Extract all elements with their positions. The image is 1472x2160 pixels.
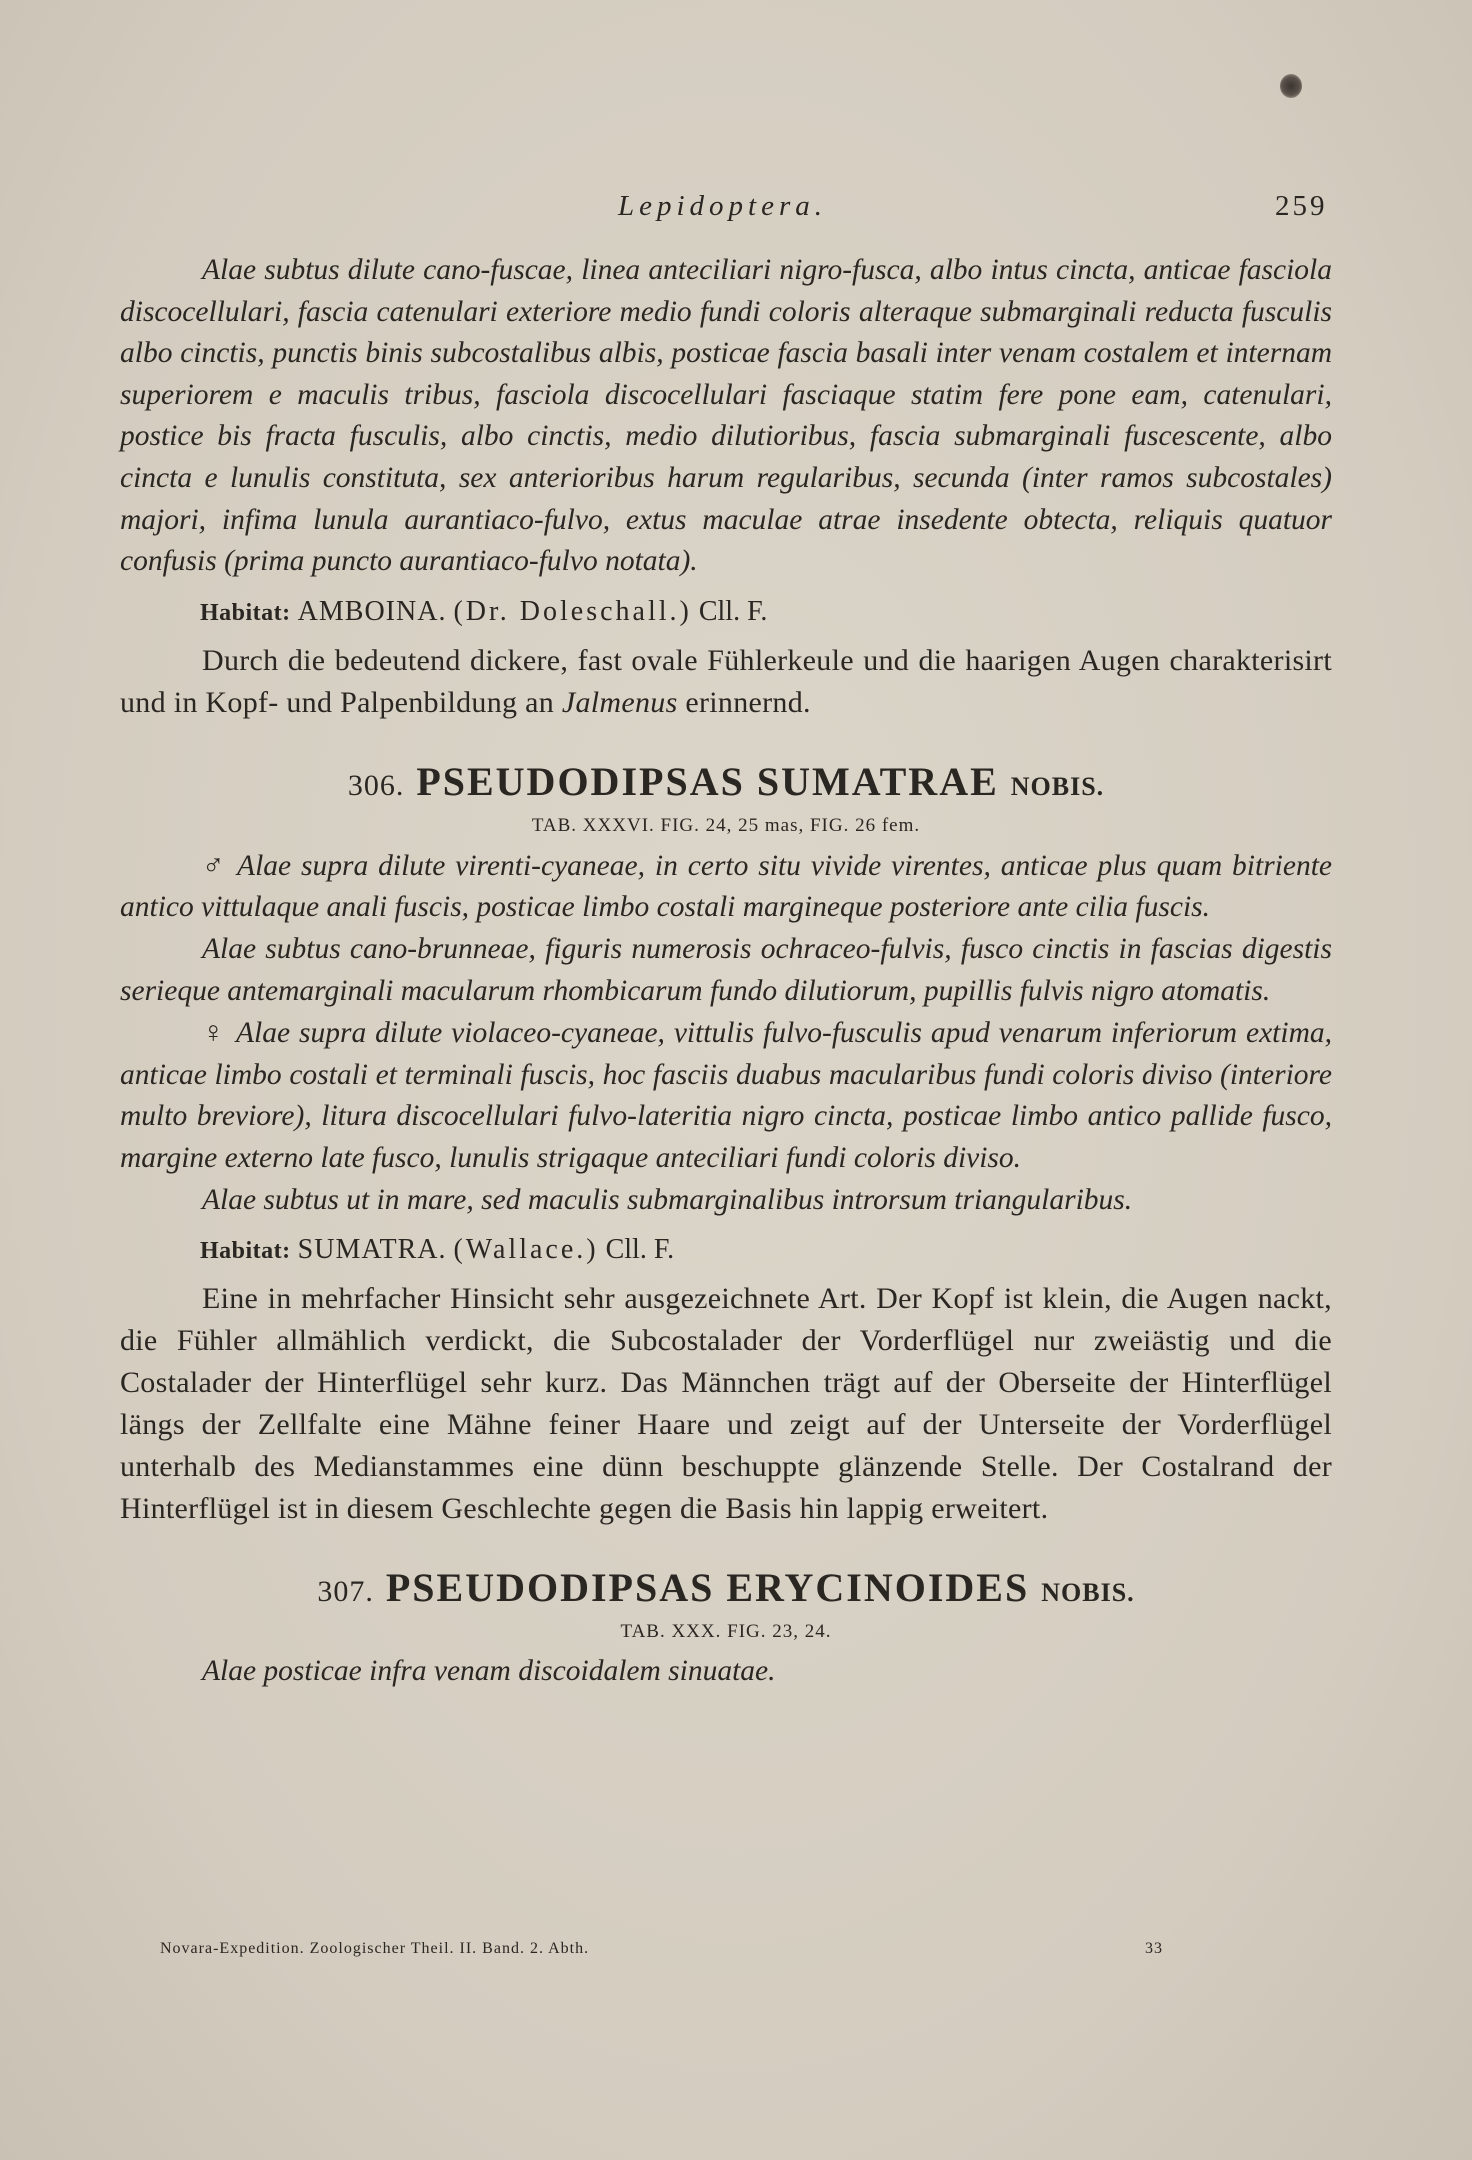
female-upperside-306: ♀ Alae supra dilute violaceo-cyaneae, vittulis fulvo-fusculis apud venarum inferiorum extima, anticae limbo costali et terminali fuscis, hoc fasciis duabus macularibus fundi coloris diviso (interiore multo breviore), litura discocellulari fulvo-lateritia nigro cincta, posticae limbo antico pallide fusco, margine externo late fusco, lunulis strigaque anteciliari fundi coloris diviso. [120, 1016, 1332, 1174]
female-symbol-icon: ♀ [202, 1016, 227, 1050]
genus-jalmenus: Jalmenus [561, 685, 678, 719]
habitat-label: Habitat: [200, 1238, 291, 1265]
remark-305: Durch die bedeutend dickere, fast ovale Fühlerkeule und die haarigen Augen charakterisirt und in Kopf- und Palpenbildung an Jalmenus erinnernd. [120, 643, 1332, 719]
running-head-title: Lepidoptera. [618, 190, 828, 222]
male-upperside-306: ♂ Alae supra dilute virenti-cyaneae, in certo situ vivide virentes, anticae plus quam bitriente antico vittulaque anali fuscis, posticae limbo costali margineque posteriore ante cilia fuscis. [120, 848, 1333, 924]
habitat-collection: Cll. F. [698, 595, 768, 627]
male-symbol-icon: ♂ [202, 848, 228, 882]
species-heading-307 [120, 1564, 1332, 1617]
description-307: Alae posticae infra venam discoidalem sinuatae. [202, 1655, 776, 1688]
habitat-label: Habitat: [200, 599, 291, 626]
plate-reference-306: TAB. XXXVI. FIG. 24, 25 mas, FIG. 26 fem. [531, 814, 921, 836]
habitat-collector: (Dr. Doleschall.) [453, 595, 692, 627]
page-body [120, 250, 1332, 1693]
footer-imprint: Novara-Expedition. Zoologischer Theil. II. Band. 2. Abth. [160, 1940, 590, 1957]
paragraph-305-underside: Alae subtus dilute cano-fuscae, linea anteciliari nigro-fusca, albo intus cincta, anticae fasciola discocellulari, fascia catenulari exteriore medio fundi coloris alteraque submarginali reducta fusculis albo cinctis, punctis binis subcostalibus albis, posticae fascia basali inter venam costalem et internam superiorem e maculis tribus, fasciola discocellulari fasciaque statim fere pone eam, catenulari, postice bis fracta fusculis, albo cinctis, medio dilutioribus, fascia submarginali fuscescente, albo cincta e lunulis constituta, sex anterioribus harum regularibus, secunda (inter ramos subcostales) majori, infima lunula aurantiaco-fulvo, extus maculae atrae insedente obtecta, reliquis quatuor confusis (prima puncto aurantiaco-fulvo notata). [120, 254, 1332, 578]
species-heading-306 [120, 758, 1332, 811]
habitat-locality: AMBOINA. [297, 595, 447, 627]
species-number: 306. [347, 768, 405, 802]
male-underside-306: Alae subtus cano-brunneae, figuris numerosis ochraceo-fulvis, fusco cinctis in fascias digestis serieque antemarginali macularum rhombicarum fundo dilutiorum, pupillis fulvis nigro atomatis. [120, 932, 1332, 1007]
habitat-306 [200, 1229, 1332, 1272]
habitat-locality: SUMATRA. [297, 1234, 447, 1266]
habitat-collector: (Wallace.) [453, 1234, 599, 1266]
species-name: PSEUDODIPSAS SUMATRAE [416, 758, 999, 804]
species-author: NOBIS. [1010, 771, 1105, 801]
species-author: NOBIS. [1041, 1578, 1135, 1608]
female-underside-306: Alae subtus ut in mare, sed maculis submarginalibus introrsum triangularibus. [202, 1183, 1133, 1216]
habitat-305 [200, 591, 1332, 634]
species-name: PSEUDODIPSAS ERYCINOIDES [385, 1565, 1030, 1611]
ink-smudge [1280, 74, 1302, 98]
running-head [0, 190, 1472, 230]
page-footer [160, 1940, 1170, 1958]
habitat-collection: Cll. F. [605, 1234, 675, 1266]
signature-mark: 33 [1145, 1940, 1163, 1957]
remark-306: Eine in mehrfacher Hinsicht sehr ausgezeichnete Art. Der Kopf ist klein, die Augen nackt, die Fühler allmählich verdickt, die Subcostalader der Vorderflügel nur zweiästig und die Costalader der Hinterflügel sehr kurz. Das Männchen trägt auf der Oberseite der Hinterflügel längs der Zellfalte eine Mähne feiner Haare und zeigt auf der Unterseite der Vorderflügel unterhalb des Medianstammes eine dünn beschuppte glänzende Stelle. Der Costalrand der Hinterflügel ist in diesem Geschlechte gegen die Basis hin lappig erweitert. [120, 1282, 1332, 1526]
page-number: 259 [1275, 190, 1328, 222]
plate-reference-307: TAB. XXX. FIG. 23, 24. [620, 1621, 832, 1643]
species-number: 307. [317, 1575, 374, 1609]
